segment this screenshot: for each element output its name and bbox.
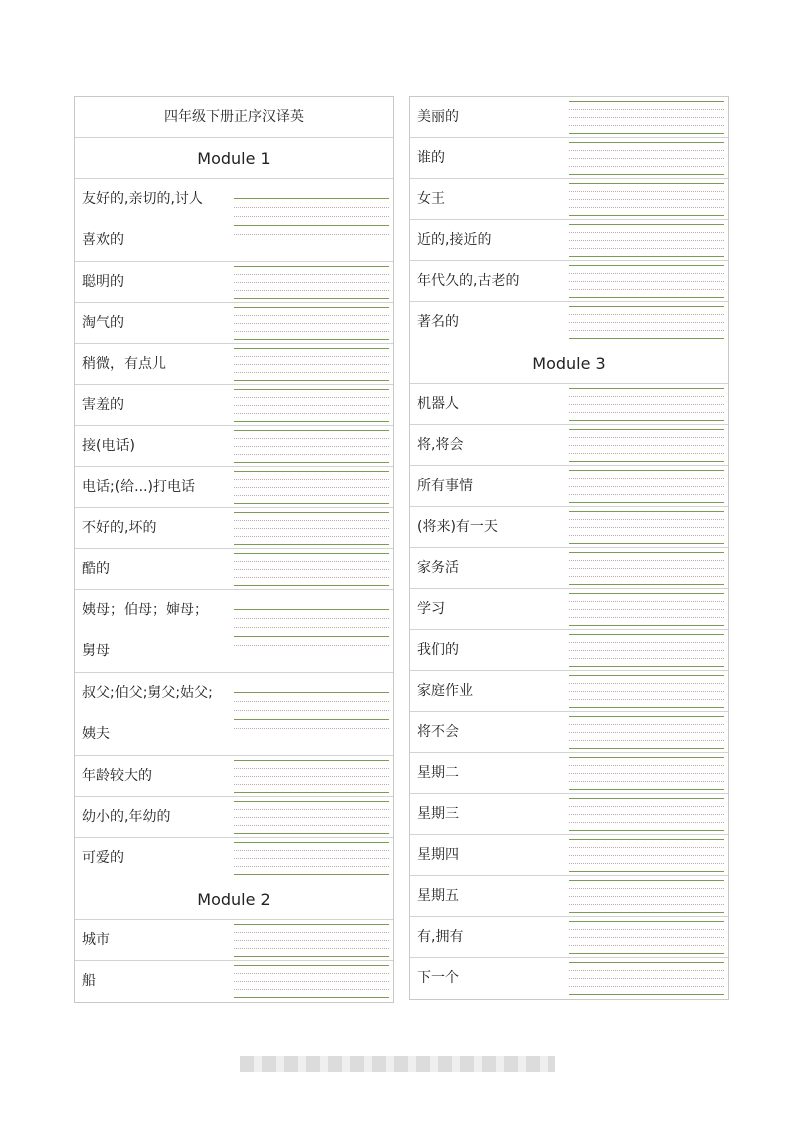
chinese-word-line-2: 姨夫: [82, 726, 110, 742]
writing-lines[interactable]: [569, 962, 724, 995]
writing-lines[interactable]: [569, 839, 724, 872]
vocab-row: [75, 797, 393, 838]
writing-lines[interactable]: [234, 924, 389, 957]
writing-lines[interactable]: [234, 389, 389, 422]
chinese-word: 可爱的: [82, 850, 124, 866]
vocab-row: [75, 426, 393, 467]
vocab-row: [410, 261, 728, 302]
worksheet-title-row: [75, 97, 393, 138]
module-1-header: [75, 138, 393, 179]
writing-lines[interactable]: [234, 348, 389, 381]
chinese-word: 将不会: [417, 724, 459, 740]
chinese-word: 聪明的: [82, 274, 124, 290]
writing-lines[interactable]: [234, 553, 389, 586]
vocab-row: [410, 384, 728, 425]
writing-lines[interactable]: [569, 265, 724, 298]
chinese-word-line-1: 姨母；伯母；婶母；: [82, 602, 208, 618]
chinese-word: 年代久的,古老的: [417, 273, 520, 289]
writing-lines[interactable]: [569, 798, 724, 831]
vocab-row: [410, 753, 728, 794]
vocab-row: [410, 712, 728, 753]
chinese-word: 谁的: [417, 150, 445, 166]
vocab-row: [75, 344, 393, 385]
vocab-row: [410, 917, 728, 958]
module-2-header: [75, 879, 393, 920]
writing-lines[interactable]: [234, 760, 389, 793]
writing-lines[interactable]: [569, 675, 724, 708]
writing-lines[interactable]: [569, 634, 724, 667]
vocab-row: [410, 507, 728, 548]
vocab-row: [410, 179, 728, 220]
chinese-word: 女王: [417, 191, 445, 207]
chinese-word: 将,将会: [417, 437, 464, 453]
chinese-word: 电话;(给...)打电话: [82, 479, 195, 495]
vocab-row: [75, 179, 393, 262]
chinese-word: 星期五: [417, 888, 459, 904]
vocab-row: [75, 385, 393, 426]
chinese-word: 星期二: [417, 765, 459, 781]
chinese-word: 城市: [82, 932, 110, 948]
chinese-word-line-1: 叔父;伯父;舅父;姑父;: [82, 685, 213, 701]
vocab-row: [75, 756, 393, 797]
vocab-row: [410, 835, 728, 876]
chinese-word: [82, 179, 203, 261]
chinese-word: 家务活: [417, 560, 459, 576]
chinese-word: 美丽的: [417, 109, 459, 125]
vocab-row: [410, 876, 728, 917]
vocab-row: [410, 466, 728, 507]
chinese-word: (将来)有一天: [417, 519, 498, 535]
writing-lines[interactable]: [234, 692, 389, 732]
vocab-row: [75, 508, 393, 549]
writing-lines[interactable]: [569, 552, 724, 585]
chinese-word: 所有事情: [417, 478, 473, 494]
chinese-word: 学习: [417, 601, 445, 617]
vocab-row: [75, 838, 393, 879]
writing-lines[interactable]: [234, 307, 389, 340]
vocab-row: [410, 220, 728, 261]
module-2-title: Module 2: [197, 890, 271, 909]
writing-lines[interactable]: [234, 266, 389, 299]
writing-lines[interactable]: [569, 101, 724, 134]
chinese-word: 不好的,坏的: [82, 520, 157, 536]
writing-lines[interactable]: [234, 198, 389, 238]
writing-lines[interactable]: [569, 224, 724, 257]
chinese-word: 有,拥有: [417, 929, 464, 945]
chinese-word: 稍微，有点儿: [82, 356, 166, 372]
module-3-header: [410, 343, 728, 384]
vocab-row: [75, 961, 393, 1002]
vocab-row: [75, 549, 393, 590]
vocab-row: [410, 425, 728, 466]
module-1-title: Module 1: [197, 149, 271, 168]
chinese-word: 酷的: [82, 561, 110, 577]
chinese-word: 下一个: [417, 970, 459, 986]
chinese-word: 接(电话): [82, 438, 135, 454]
writing-lines[interactable]: [569, 388, 724, 421]
vocab-row: [75, 920, 393, 961]
module-3-title: Module 3: [532, 354, 606, 373]
vocab-row: [410, 958, 728, 999]
worksheet-title: 四年级下册正序汉译英: [164, 109, 304, 125]
chinese-word-line-2: 舅母: [82, 643, 110, 659]
writing-lines[interactable]: [234, 430, 389, 463]
writing-lines[interactable]: [569, 142, 724, 175]
vocab-row: [75, 467, 393, 508]
chinese-word: 幼小的,年幼的: [82, 809, 171, 825]
vocab-row: [410, 138, 728, 179]
chinese-word: 星期三: [417, 806, 459, 822]
chinese-word: 著名的: [417, 314, 459, 330]
chinese-word-line-1: 友好的,亲切的,讨人: [82, 191, 203, 207]
writing-lines[interactable]: [569, 470, 724, 503]
vocab-row: [75, 673, 393, 756]
vocab-row: [410, 671, 728, 712]
vocab-row: [75, 262, 393, 303]
vocab-row: [410, 302, 728, 343]
chinese-word: 家庭作业: [417, 683, 473, 699]
vocab-row: [410, 630, 728, 671]
writing-lines[interactable]: [234, 965, 389, 998]
writing-lines[interactable]: [569, 716, 724, 749]
writing-lines[interactable]: [569, 593, 724, 626]
vocab-row: [410, 548, 728, 589]
vocab-row: [410, 589, 728, 630]
right-worksheet-column: [409, 96, 729, 1000]
vocab-row: [75, 303, 393, 344]
chinese-word: 近的,接近的: [417, 232, 492, 248]
chinese-word-line-2: 喜欢的: [82, 232, 124, 248]
vocab-row: [410, 794, 728, 835]
writing-lines[interactable]: [234, 512, 389, 545]
blurred-footer-watermark: [240, 1056, 555, 1072]
writing-lines[interactable]: [569, 921, 724, 954]
writing-lines[interactable]: [569, 183, 724, 216]
vocab-row: [410, 97, 728, 138]
vocab-row: [75, 590, 393, 673]
chinese-word: [82, 673, 213, 755]
chinese-word: 害羞的: [82, 397, 124, 413]
writing-lines[interactable]: [234, 842, 389, 875]
writing-lines[interactable]: [569, 429, 724, 462]
writing-lines[interactable]: [569, 306, 724, 339]
writing-lines[interactable]: [569, 511, 724, 544]
chinese-word: 我们的: [417, 642, 459, 658]
chinese-word: 淘气的: [82, 315, 124, 331]
writing-lines[interactable]: [234, 471, 389, 504]
left-worksheet-column: [74, 96, 394, 1003]
chinese-word: [82, 590, 208, 672]
writing-lines[interactable]: [234, 609, 389, 649]
writing-lines[interactable]: [569, 880, 724, 913]
chinese-word: 年龄较大的: [82, 768, 152, 784]
writing-lines[interactable]: [569, 757, 724, 790]
chinese-word: 船: [82, 973, 96, 989]
chinese-word: 星期四: [417, 847, 459, 863]
chinese-word: 机器人: [417, 396, 459, 412]
writing-lines[interactable]: [234, 801, 389, 834]
